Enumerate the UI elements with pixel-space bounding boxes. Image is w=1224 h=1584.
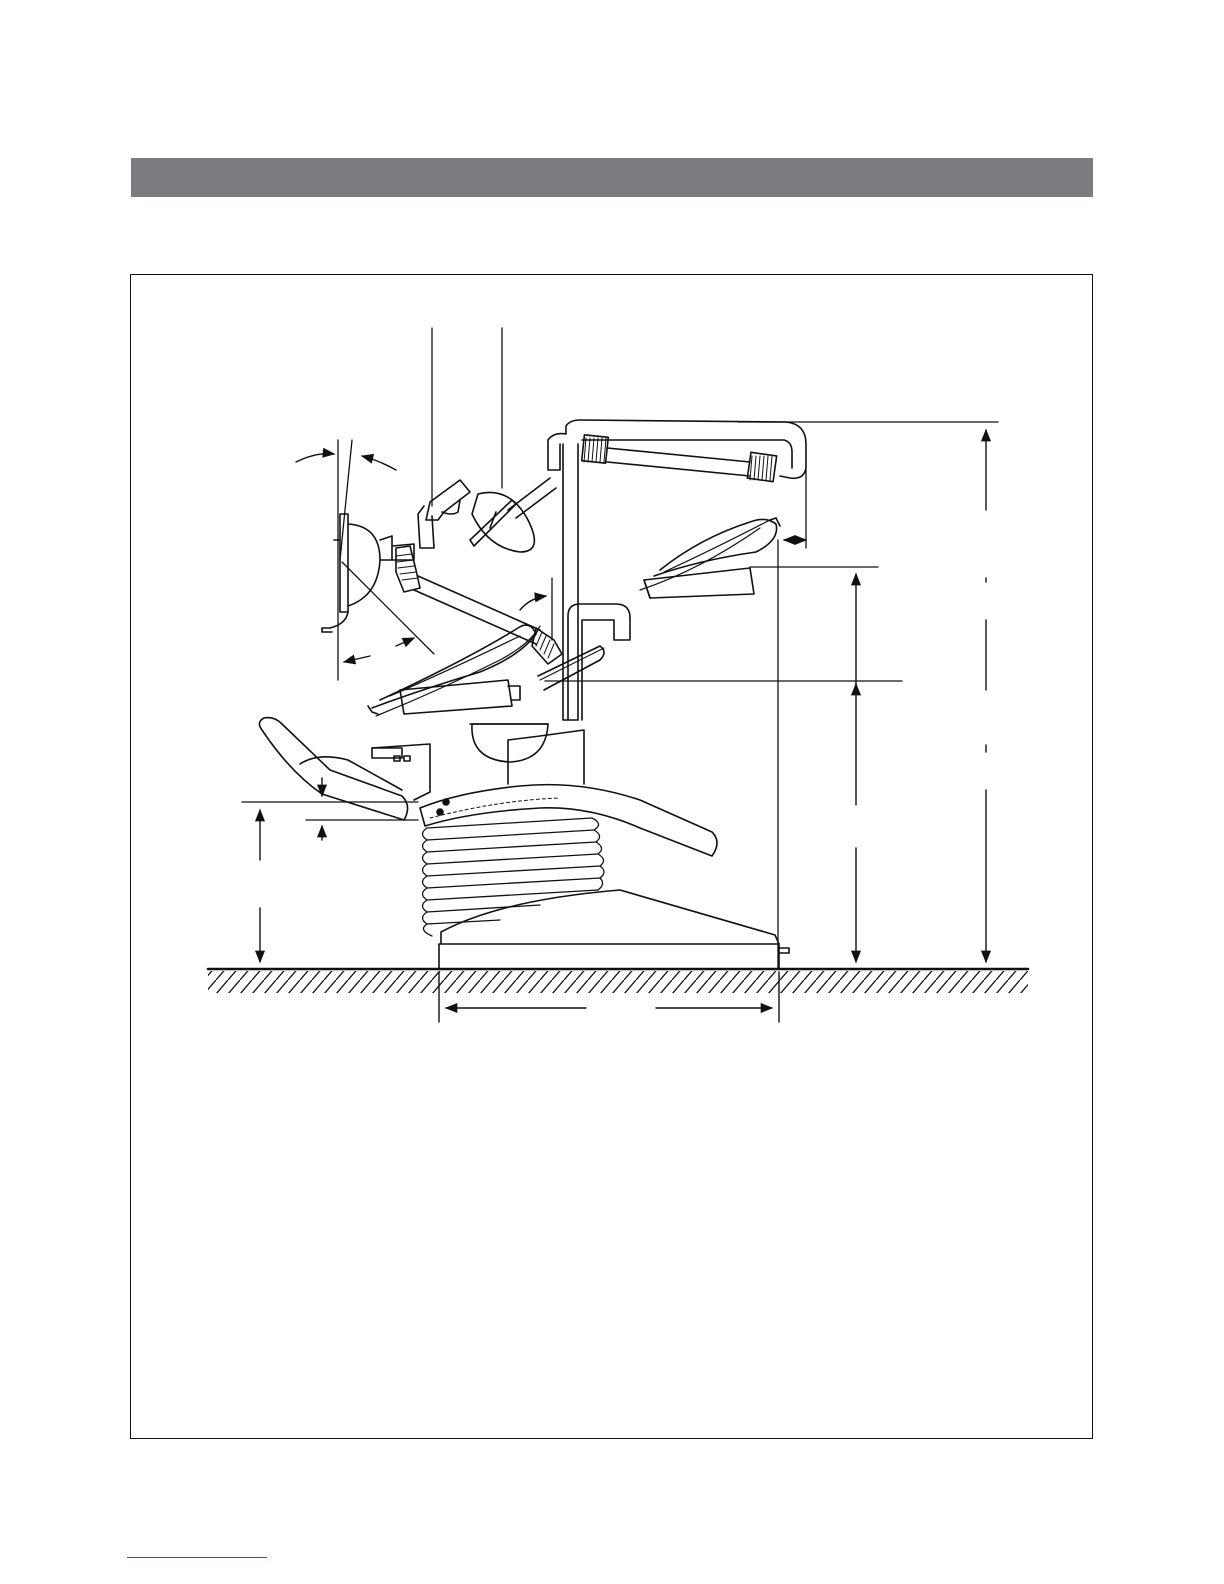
doctor-tray [368,625,540,716]
wall-monitor [322,514,392,632]
dimension-arrows [260,430,986,1022]
chair-bellows [423,818,605,936]
light-arm [548,420,806,482]
leader-lines [242,328,998,969]
chair-seat [420,785,717,856]
assistant-tray [640,518,780,598]
floor-line [208,969,1028,993]
chair-base [439,890,789,969]
chair-backrest [259,718,430,820]
monitor-arm [392,544,562,664]
footer-rule [127,1557,267,1558]
scope-handpiece [418,480,470,548]
operating-light [470,478,556,552]
